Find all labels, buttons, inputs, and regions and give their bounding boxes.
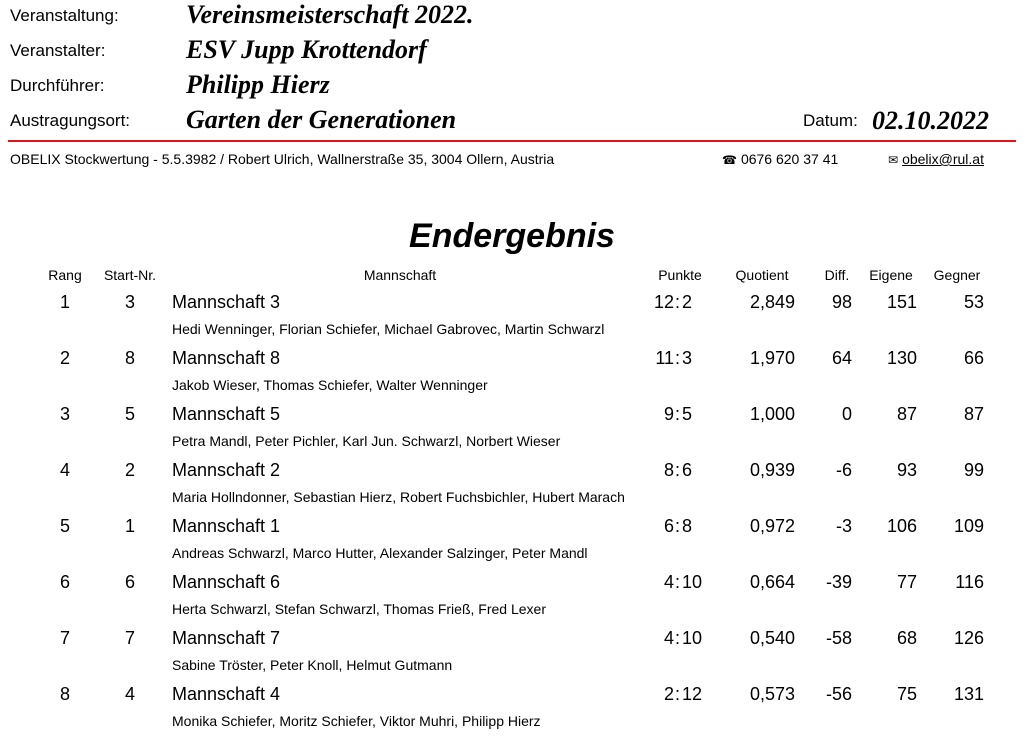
cell-eigene: 87 — [896, 404, 917, 424]
cell-gegner: 131 — [953, 684, 984, 704]
cell-start-nr: 1 — [124, 516, 135, 536]
veranstaltung-label: Veranstaltung: — [10, 6, 119, 25]
col-rang: Rang — [48, 267, 82, 283]
cell-start-nr: 7 — [124, 628, 135, 648]
austragungsort-label: Austragungsort: — [10, 111, 131, 130]
team-players: Herta Schwarzl, Stefan Schwarzl, Thomas Frieß, Fred Lexer — [172, 601, 546, 617]
col-diff: Diff. — [824, 267, 850, 283]
cell-punkte-plus: 4 — [663, 628, 674, 648]
cell-eigene: 68 — [896, 628, 917, 648]
phone-contact — [722, 151, 838, 167]
datum-label: Datum: — [803, 111, 858, 130]
durchfuehrer-label: Durchführer: — [10, 76, 105, 95]
email-link[interactable]: obelix@rul.at — [902, 151, 984, 167]
team-players: Petra Mandl, Peter Pichler, Karl Jun. Schwarzl, Norbert Wieser — [172, 433, 561, 449]
cell-gegner: 99 — [963, 460, 984, 480]
cell-rang: 2 — [59, 348, 70, 368]
cell-mannschaft: Mannschaft 7 — [172, 628, 281, 648]
cell-punkte-minus: 6 — [682, 460, 693, 480]
table-row — [0, 516, 1024, 540]
cell-mannschaft: Mannschaft 8 — [172, 348, 281, 368]
page-title: Endergebnis — [409, 217, 615, 255]
cell-start-nr: 3 — [124, 292, 135, 312]
cell-start-nr: 2 — [124, 460, 135, 480]
cell-quotient: 0,664 — [749, 572, 795, 592]
cell-eigene: 75 — [896, 684, 917, 704]
cell-rang: 3 — [59, 404, 70, 424]
cell-gegner: 126 — [953, 628, 984, 648]
cell-punkte-plus: 2 — [663, 684, 674, 704]
software-info: OBELIX Stockwertung - 5.5.3982 / Robert Ulrich, Wallnerstraße 35, 3004 Ollern, Austria — [10, 151, 555, 167]
cell-diff: 64 — [831, 348, 852, 368]
cell-gegner: 116 — [955, 572, 984, 592]
cell-diff: -6 — [835, 460, 852, 480]
table-row — [0, 460, 1024, 484]
team-players: Hedi Wenninger, Florian Schiefer, Michael Gabrovec, Martin Schwarzl — [172, 321, 605, 337]
cell-quotient: 1,970 — [749, 348, 795, 368]
cell-mannschaft: Mannschaft 6 — [172, 572, 281, 592]
cell-punkte-minus: 5 — [682, 404, 693, 424]
cell-rang: 7 — [59, 628, 70, 648]
cell-diff: -58 — [825, 628, 852, 648]
col-start-nr: Start-Nr. — [103, 267, 157, 283]
cell-punkte-plus: 11 — [655, 348, 674, 368]
table-row — [0, 628, 1024, 652]
cell-punkte-minus: 8 — [682, 516, 693, 536]
cell-quotient: 0,939 — [749, 460, 795, 480]
cell-punkte-minus: 2 — [682, 292, 693, 312]
team-players: Andreas Schwarzl, Marco Hutter, Alexander Salzinger, Peter Mandl — [172, 545, 588, 561]
cell-punkte-minus: 12 — [682, 684, 703, 704]
veranstalter-label: Veranstalter: — [10, 41, 106, 60]
cell-rang: 1 — [59, 292, 70, 312]
header-divider — [8, 140, 1016, 142]
cell-diff: -56 — [825, 684, 852, 704]
cell-quotient: 1,000 — [749, 404, 795, 424]
team-players: Sabine Tröster, Peter Knoll, Helmut Gutmann — [172, 657, 453, 673]
punkte-separator: : — [675, 460, 681, 480]
cell-punkte-plus: 8 — [663, 460, 674, 480]
col-quotient: Quotient — [735, 267, 789, 283]
cell-gegner: 109 — [953, 516, 984, 536]
cell-start-nr: 5 — [124, 404, 135, 424]
cell-quotient: 0,540 — [749, 628, 795, 648]
cell-quotient: 0,573 — [749, 684, 795, 704]
cell-punkte-plus: 12 — [653, 292, 674, 312]
col-punkte: Punkte — [658, 267, 702, 283]
phone-number: 0676 620 37 41 — [740, 151, 839, 167]
cell-rang: 8 — [59, 684, 70, 704]
cell-rang: 4 — [59, 460, 70, 480]
cell-diff: -39 — [825, 572, 852, 592]
cell-eigene: 106 — [886, 516, 917, 536]
team-players: Jakob Wieser, Thomas Schiefer, Walter Wenninger — [172, 377, 488, 393]
punkte-separator: : — [675, 628, 681, 648]
cell-gegner: 53 — [963, 292, 984, 312]
cell-eigene: 93 — [896, 460, 917, 480]
punkte-separator: : — [675, 404, 681, 424]
cell-gegner: 87 — [963, 404, 984, 424]
cell-punkte-minus: 3 — [682, 348, 693, 368]
punkte-separator: : — [675, 348, 681, 368]
cell-diff: 98 — [831, 292, 852, 312]
cell-punkte-minus: 10 — [682, 628, 703, 648]
cell-quotient: 0,972 — [749, 516, 795, 536]
cell-punkte-plus: 4 — [663, 572, 674, 592]
austragungsort-value: Garten der Generationen — [186, 105, 457, 134]
cell-mannschaft: Mannschaft 5 — [172, 404, 281, 424]
phone-icon: ☎ — [722, 153, 737, 167]
email-contact[interactable] — [888, 151, 984, 167]
punkte-separator: : — [675, 292, 681, 312]
cell-start-nr: 6 — [124, 572, 135, 592]
cell-diff: -3 — [835, 516, 852, 536]
punkte-separator: : — [675, 684, 681, 704]
cell-start-nr: 4 — [124, 684, 135, 704]
cell-mannschaft: Mannschaft 3 — [172, 292, 281, 312]
table-row — [0, 348, 1024, 372]
veranstalter-value: ESV Jupp Krottendorf — [186, 35, 427, 64]
table-row — [0, 404, 1024, 428]
cell-punkte-minus: 10 — [682, 572, 703, 592]
cell-punkte-plus: 9 — [663, 404, 674, 424]
punkte-separator: : — [675, 572, 681, 592]
cell-start-nr: 8 — [124, 348, 135, 368]
cell-eigene: 151 — [886, 292, 917, 312]
punkte-separator: : — [675, 516, 681, 536]
veranstaltung-value: Vereinsmeisterschaft 2022. — [186, 0, 474, 29]
cell-eigene: 77 — [896, 572, 917, 592]
cell-quotient: 2,849 — [749, 292, 795, 312]
table-row — [0, 572, 1024, 596]
col-eigene: Eigene — [869, 267, 913, 283]
cell-mannschaft: Mannschaft 1 — [172, 516, 281, 536]
cell-rang: 5 — [59, 516, 70, 536]
cell-diff: 0 — [841, 404, 852, 424]
table-row — [0, 292, 1024, 316]
team-players: Maria Hollndonner, Sebastian Hierz, Robert Fuchsbichler, Hubert Marach — [172, 489, 625, 505]
cell-punkte-plus: 6 — [663, 516, 674, 536]
col-mannschaft: Mannschaft — [363, 267, 437, 283]
cell-eigene: 130 — [886, 348, 917, 368]
cell-mannschaft: Mannschaft 2 — [172, 460, 281, 480]
envelope-icon: ✉ — [888, 153, 899, 167]
durchfuehrer-value: Philipp Hierz — [186, 70, 330, 99]
table-row — [0, 684, 1024, 708]
datum-value: 02.10.2022 — [872, 106, 989, 135]
team-players: Monika Schiefer, Moritz Schiefer, Viktor Muhri, Philipp Hierz — [172, 713, 541, 729]
cell-mannschaft: Mannschaft 4 — [172, 684, 281, 704]
cell-rang: 6 — [59, 572, 70, 592]
cell-gegner: 66 — [963, 348, 984, 368]
col-gegner: Gegner — [933, 267, 981, 283]
